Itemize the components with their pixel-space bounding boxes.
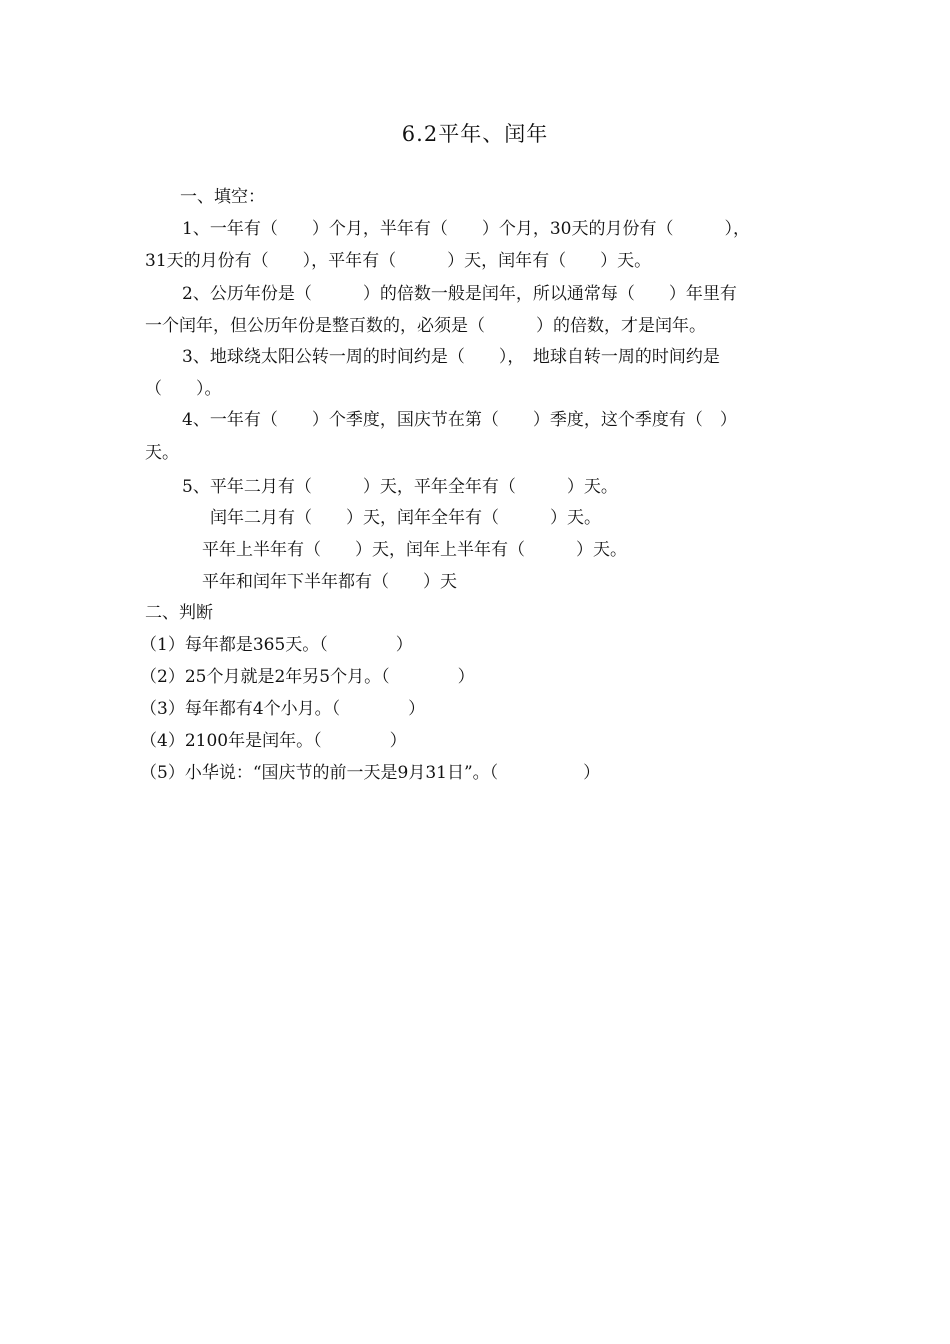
judge-item: （5）小华说：“国庆节的前一天是9月31日”。（ ）: [140, 763, 601, 783]
question-line: 31天的月份有（ ），平年有（ ）天，闰年有（ ）天。: [145, 251, 652, 271]
section-heading-judge: 二、判断: [145, 603, 213, 623]
judge-item: （1）每年都是365天。（ ）: [140, 635, 413, 655]
question-line: 天。: [145, 443, 179, 463]
question-line: 一个闰年，但公历年份是整百数的，必须是（ ）的倍数，才是闰年。: [145, 316, 706, 336]
question-line: 5、平年二月有（ ）天，平年全年有（ ）天。: [182, 477, 618, 497]
question-line: （ ）。: [145, 379, 222, 399]
question-line: 2、公历年份是（ ）的倍数一般是闰年，所以通常每（ ）年里有: [182, 284, 737, 304]
question-line: 4、一年有（ ）个季度，国庆节在第（ ）季度，这个季度有（ ）: [182, 410, 737, 430]
question-line: 平年和闰年下半年都有（ ）天: [202, 572, 457, 592]
judge-item: （2）25个月就是2年另5个月。（ ）: [140, 667, 475, 687]
question-line: 1、一年有（ ）个月，半年有（ ）个月，30天的月份有（ ），: [182, 219, 750, 239]
question-line: 闰年二月有（ ）天，闰年全年有（ ）天。: [210, 508, 601, 528]
question-line: 平年上半年有（ ）天，闰年上半年有（ ）天。: [202, 540, 627, 560]
page-title: 6.2平年、闰年: [401, 122, 549, 146]
section-heading-fill-blank: 一、填空：: [180, 187, 265, 207]
judge-item: （3）每年都有4个小月。（ ）: [140, 699, 426, 719]
judge-item: （4）2100年是闰年。（ ）: [140, 731, 407, 751]
question-line: 3、地球绕太阳公转一周的时间约是（ ）， 地球自转一周的时间约是: [182, 347, 720, 367]
